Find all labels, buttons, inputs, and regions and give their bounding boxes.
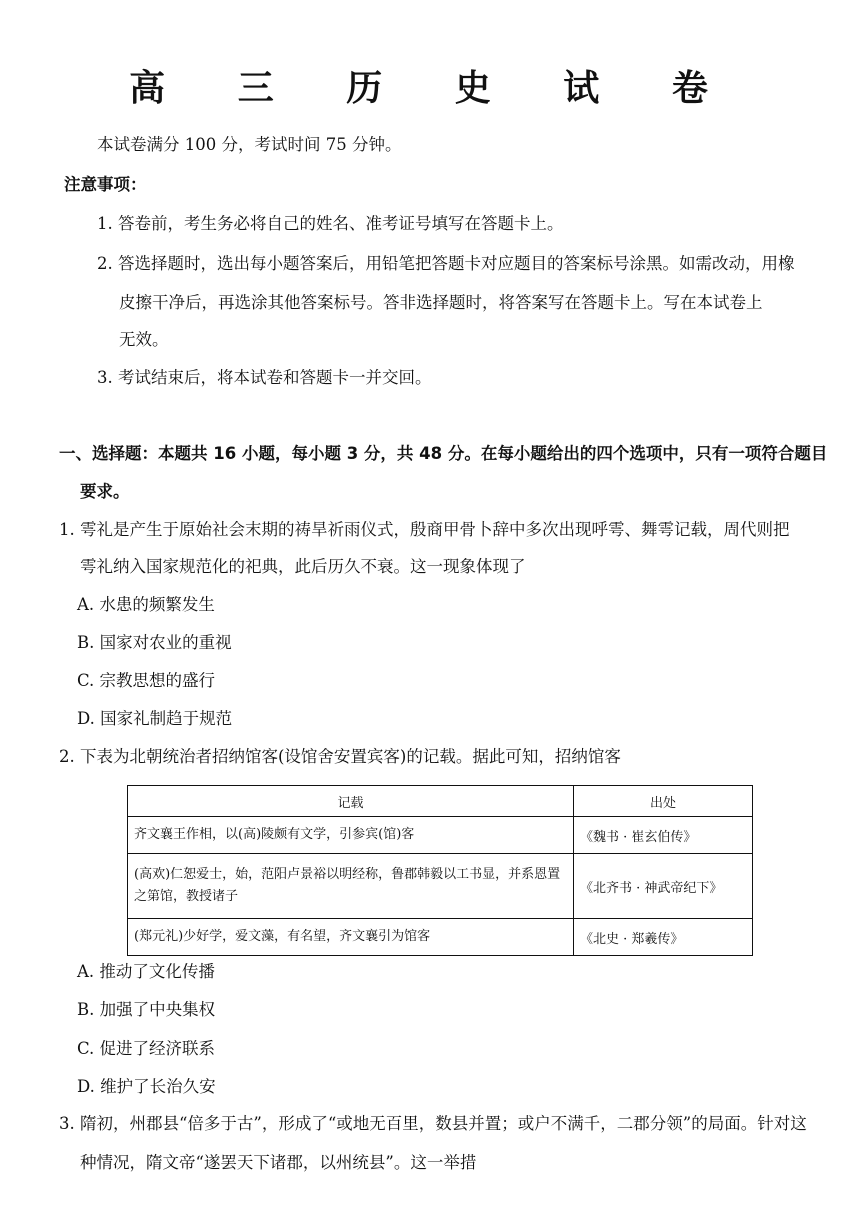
table-cell-record: 齐文襄王作相，以(高)陵颇有文学，引参宾(馆)客 bbox=[128, 817, 574, 854]
question-2-option-d: D. 维护了长治久安 bbox=[77, 1077, 216, 1096]
table-cell-source: 《魏书 · 崔玄伯传》 bbox=[574, 817, 753, 854]
notice-item: 无效。 bbox=[119, 330, 169, 349]
section-heading-cont: 要求。 bbox=[80, 482, 130, 501]
question-1-option-c: C. 宗教思想的盛行 bbox=[77, 671, 216, 690]
exam-intro: 本试卷满分 100 分，考试时间 75 分钟。 bbox=[97, 135, 402, 154]
question-2-option-c: C. 促进了经济联系 bbox=[77, 1039, 216, 1058]
table-cell-record: (郑元礼)少好学，爱文藻，有名望，齐文襄引为馆客 bbox=[128, 919, 574, 956]
notice-item: 皮擦干净后，再选涂其他答案标号。答非选择题时，将答案写在答题卡上。写在本试卷上 bbox=[119, 293, 763, 312]
notice-heading: 注意事项： bbox=[64, 175, 147, 194]
question-3-stem-cont: 种情况，隋文帝“遂罢天下诸郡，以州统县”。这一举措 bbox=[80, 1153, 477, 1172]
question-3-stem: 3. 隋初，州郡县“倍多于古”，形成了“或地无百里，数县并置；或户不满千，二郡分领”的局面。针对这 bbox=[59, 1114, 807, 1133]
section-heading: 一、选择题：本题共 16 小题，每小题 3 分，共 48 分。在每小题给出的四个选项中，只有一项符合题目 bbox=[59, 444, 828, 463]
table-header-record: 记载 bbox=[128, 786, 574, 817]
question-2-stem: 2. 下表为北朝统治者招纳馆客(设馆舍安置宾客)的记载。据此可知，招纳馆客 bbox=[59, 747, 621, 766]
question-2-option-b: B. 加强了中央集权 bbox=[77, 1000, 216, 1019]
table-header-row bbox=[128, 786, 753, 817]
question-1-stem-cont: 雩礼纳入国家规范化的祀典，此后历久不衰。这一现象体现了 bbox=[80, 557, 526, 576]
question-1-stem: 1. 雩礼是产生于原始社会末期的祷旱祈雨仪式，殷商甲骨卜辞中多次出现呼雩、舞雩记载，周代则把 bbox=[59, 520, 790, 539]
page-title: 高 三 历 史 试 卷 bbox=[129, 68, 738, 109]
table-row bbox=[128, 854, 753, 919]
question-1-option-a: A. 水患的频繁发生 bbox=[77, 595, 215, 614]
notice-item: 1. 答卷前，考生务必将自己的姓名、准考证号填写在答题卡上。 bbox=[97, 214, 564, 233]
question-1-option-d: D. 国家礼制趋于规范 bbox=[77, 709, 233, 728]
table-row bbox=[128, 919, 753, 956]
table-cell-record: (高欢)仁恕爱士，始，范阳卢景裕以明经称，鲁郡韩毅以工书显，并系恩置之第馆，教授诸子 bbox=[128, 854, 574, 919]
table-cell-source: 《北史 · 郑羲传》 bbox=[574, 919, 753, 956]
table-cell-source: 《北齐书 · 神武帝纪下》 bbox=[574, 854, 753, 919]
question-2-option-a: A. 推动了文化传播 bbox=[77, 962, 215, 981]
notice-item: 2. 答选择题时，选出每小题答案后，用铅笔把答题卡对应题目的答案标号涂黑。如需改动，用橡 bbox=[97, 254, 795, 273]
table-header-source: 出处 bbox=[574, 786, 753, 817]
records-table bbox=[127, 785, 753, 956]
table-row bbox=[128, 817, 753, 854]
question-1-option-b: B. 国家对农业的重视 bbox=[77, 633, 232, 652]
notice-item: 3. 考试结束后，将本试卷和答题卡一并交回。 bbox=[97, 368, 432, 387]
